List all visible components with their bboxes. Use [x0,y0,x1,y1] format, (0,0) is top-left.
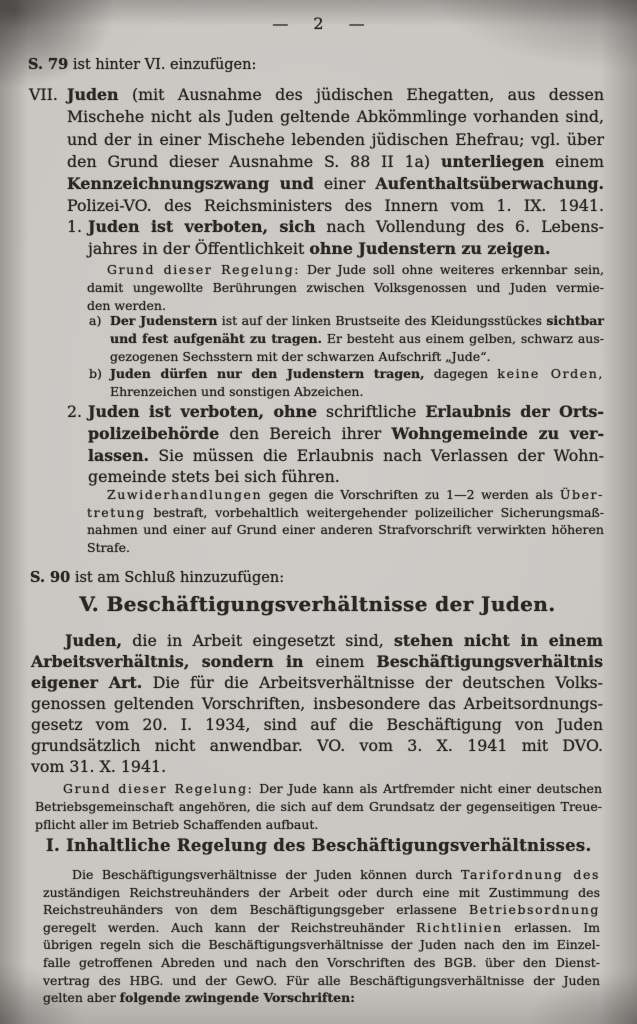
text-run: S. 79 [28,56,69,73]
text-line [30,568,595,588]
penalty-note [87,486,604,556]
text-run: gesetz vom 20. I. 1934, sind auf die Beschäftigung von Juden [31,715,603,734]
text-run: dagegen [424,366,498,381]
text-run: und fest aufgenäht zu tragen. [110,330,322,346]
text-run: Beschäftigungsverhältnis [376,652,603,671]
text-run: die in Arbeit eingesetzt sind, [122,631,394,650]
text-line [31,693,603,714]
text-line [31,630,603,651]
text-line [110,365,604,383]
text-run: Erlaubnis der Orts- [425,402,604,421]
text-run: ohne Judenstern zu zeigen. [309,239,551,258]
text-run: keine Orden, [497,366,605,381]
text-line [67,129,604,151]
text-run: den werden. [87,297,166,313]
sub-item-a [89,312,604,365]
text-run: S. 90 [30,569,71,586]
text-line [43,884,600,902]
text-run: schriftliche [317,402,426,421]
sub-item-b-label: b) [89,366,102,381]
text-line [67,106,604,128]
text-run: gegen die Vorschriften zu 1—2 werden als [262,487,560,502]
text-run: einer [313,174,376,194]
text-run: Juden [67,85,119,104]
text-run: Der Jude kann als Artfremder nicht einer deutschen [253,781,603,796]
section-vii-label: VII. [29,85,58,104]
reason-note-1 [87,261,604,314]
text-run: Aufenthaltsüberwachung. [375,174,604,194]
text-run: Der Jude soll ohne weiteres erkennbar sein, [300,262,604,277]
text-run: übrigen regeln sich die Beschäftigungsverhältnisse der Juden nach den im Einzel- [43,937,600,953]
text-run: vertrag des HBG. und der GewO. Für alle Beschäftigungsverhältnisse der Juden [43,972,600,988]
numbered-item-1-label: 1. [67,217,83,236]
text-line [87,521,604,539]
text-run: Ehrenzeichen und sonstigen Abzeichen. [110,383,364,399]
text-line [87,261,604,279]
text-run: Strafe. [87,539,131,555]
text-run: Sie müssen die Erlaubnis nach Verlassen der Wohn- [149,445,604,465]
text-run: Juden ist verboten, sich [88,217,316,236]
text-run: sichtbar [546,313,604,328]
text-line [43,901,600,919]
text-run: polizeibehörde [88,423,220,443]
text-line [110,383,604,401]
text-run: ist auf der linken Brustseite des Kleidungsstückes [217,313,547,328]
text-line [110,330,604,348]
text-run: und der in einer Mischehe lebenden jüdischen Ehefrau; vgl. über [67,129,604,149]
text-line [87,539,604,557]
text-run: bestraft, vorbehaltlich weitergehender polizeilicher Sicherungsmaß- [145,504,604,520]
text-line [43,972,600,990]
text-line [88,216,604,238]
section-vii-item [29,84,604,218]
text-run: Wohngemeinde zu ver- [391,423,604,443]
text-line [31,714,603,735]
text-run: genossen geltenden Vorschriften, insbesondere das Arbeitsordnungs- [31,694,603,713]
sub-item-a-label: a) [89,313,102,328]
text-run: pflicht aller im Betrieb Schaffenden aufbaut. [35,816,319,832]
text-line [35,780,602,798]
text-run: gezogenen Sechsstern mit der schwarzen Aufschrift „Jude“. [110,348,491,364]
text-run: Arbeitsverhältnis, sondern in [31,652,304,671]
text-line [28,55,593,75]
text-run: tretung [87,504,146,520]
text-line [43,866,600,884]
section-v-heading: V. Beschäftigungsverhältnisse der Juden. [79,592,556,616]
text-run: erlassen. Im [502,919,600,935]
text-run: geregelt werden. Auch kann der Reichstreuhänder [43,919,417,935]
text-run: Richtlinien [416,919,503,935]
reason-note-2 [35,780,602,833]
text-run: stehen nicht in einem [393,631,604,650]
text-run: jahres in der Öffentlichkeit [88,239,310,258]
text-run: lassen. [88,445,150,465]
text-line [43,919,600,937]
text-run: (mit Ausnahme des jüdischen Ehegatten, aus dessen [118,85,604,104]
text-run: zuständigen Reichstreuhänders der Arbeit oder durch eine mit Zustimmung des [43,884,600,900]
text-run: den Grund dieser Ausnahme S. 88 II 1a) [67,151,441,171]
text-line [87,486,604,504]
text-line [87,504,604,522]
text-run: falle getroffenen Abreden und nach den Vorschriften des BGB. über den Dienst- [43,954,600,970]
text-run: Mischehe nicht als Juden geltende Abkömmlinge vorhanden sind, [67,107,604,127]
text-line [35,798,602,816]
text-line [31,672,603,693]
text-line [87,279,604,297]
text-run: Der Judenstern [110,313,218,328]
text-line [31,756,603,777]
text-line [67,173,604,195]
text-run: Juden ist verboten, ohne [88,402,318,421]
text-run: Polizei-VO. des Reichsministers des Innern vom 1. IX. 1941. [67,196,604,216]
text-line [43,989,600,1007]
numbered-item-2 [67,401,604,488]
text-run: Grund dieser Regelung: [63,781,254,796]
text-run: Reichstreuhänders von dem Beschäftigungsgeber erlassene [43,902,469,918]
text-run: unterliegen [440,151,545,171]
text-run: eigener Art. [31,673,143,692]
text-line [88,423,604,445]
text-run: gemeinde stets bei sich führen. [88,467,340,487]
text-run: Betriebsgemeinschaft angehören, die sich auf dem Grundsatz der gegenseitigen Treue- [35,798,602,814]
text-run: einem [544,151,604,171]
page-number: — 2 — [272,14,365,33]
text-line [31,735,603,756]
text-line [88,238,604,260]
text-run: Betriebsordnung [468,902,600,918]
insertion-note-s79 [28,55,593,75]
text-line [43,936,600,954]
text-run: ist am Schluß hinzuzufügen: [70,570,285,586]
sub-item-b [89,365,605,401]
text-run: den Bereich ihrer [219,423,392,443]
text-line [67,84,604,106]
insertion-note-s90 [30,568,595,588]
subsection-i-paragraph [43,866,600,1007]
text-run: damit ungewollte Berührungen zwischen Volksgenossen und Juden vermie- [87,279,604,295]
text-run: Grund dieser Regelung: [107,262,301,277]
text-run: einem [303,652,377,671]
text-run: Die für die Arbeitsverhältnisse der deutschen Volks- [142,673,604,692]
text-run: folgende zwingende Vorschriften: [119,990,355,1006]
text-run: Er besteht aus einem gelben, schwarz aus- [322,330,604,346]
text-run: gelten aber [43,990,120,1006]
text-line [88,466,604,488]
text-run: Zuwiderhandlungen [107,487,263,502]
subsection-i-heading: I. Inhaltliche Regelung des Beschäftigungsverhältnisses. [46,836,592,855]
text-line [31,651,603,672]
text-line [88,445,604,467]
text-run: ist hinter VI. einzufügen: [68,57,257,73]
text-line [67,151,604,173]
numbered-item-1 [67,216,604,260]
text-run: grundsätzlich nicht anwendbar. VO. vom 3. X. 1941 mit DVO. [31,736,603,755]
text-run: Kennzeichnungszwang und [67,174,314,194]
text-line [88,401,604,423]
text-run: nahmen und einer auf Grund einer anderen Strafvorschrift verwirkten höheren [87,522,604,538]
text-run: Über- [559,487,604,502]
text-line [110,348,604,366]
text-run: Tarifordnung des [461,867,600,882]
text-line [67,195,604,217]
text-run: Die Beschäftigungsverhältnisse der Juden können durch [72,867,461,882]
text-run: vom 31. X. 1941. [31,757,167,776]
text-run: Juden, [65,631,123,650]
text-line [110,312,604,330]
text-run: nach Vollendung des 6. Lebens- [315,217,604,236]
section-v-paragraph [31,630,603,777]
text-line [43,954,600,972]
text-line [35,816,602,834]
text-run: Juden dürfen nur den Judenstern tragen, [110,366,425,381]
numbered-item-2-label: 2. [67,402,83,421]
